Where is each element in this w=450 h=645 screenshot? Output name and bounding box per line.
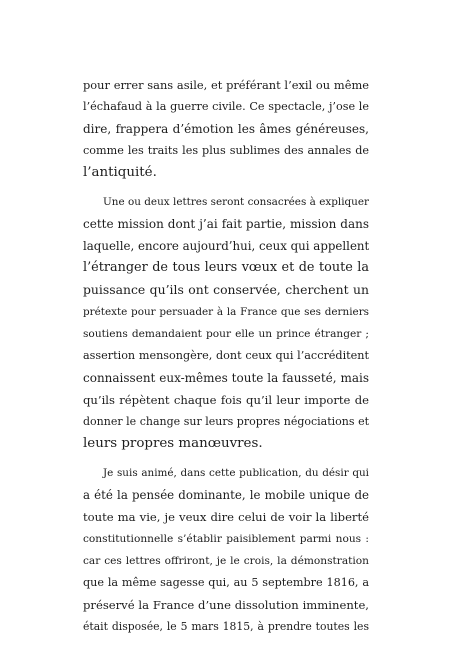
- paragraph-3: [83, 462, 369, 638]
- text-line: cette mission dont j’ai fait partie, mission dans: [83, 217, 369, 231]
- text-line: préservé la France d’une dissolution imminente,: [83, 598, 369, 612]
- text-line: laquelle, encore aujourd’hui, ceux qui appellent: [83, 239, 369, 253]
- paragraph-1: [83, 74, 369, 184]
- text-line: car ces lettres offriront, je le crois, la démonstration: [83, 555, 369, 567]
- text-line: connaissent eux-mêmes toute la fausseté, mais: [83, 371, 369, 385]
- text-line: donner le change sur leurs propres négociations et: [83, 415, 369, 428]
- text-line: était disposée, le 5 mars 1815, à prendre toutes les: [83, 620, 369, 633]
- text-line: toute ma vie, je veux dire celui de voir la liberté: [83, 510, 369, 524]
- paragraph-2: [83, 191, 369, 455]
- text-line: a été la pensée dominante, le mobile unique de: [83, 488, 369, 502]
- text-line: Je suis animé, dans cette publication, du désir qui: [103, 467, 369, 479]
- text-line: assertion mensongère, dont ceux qui l’accréditent: [83, 349, 369, 362]
- page-text: [83, 74, 369, 645]
- text-line: Une ou deux lettres seront consacrées à expliquer: [103, 196, 369, 208]
- text-line: puissance qu’ils ont conservée, cherchent un: [83, 282, 369, 297]
- text-line: l’antiquité.: [83, 165, 157, 180]
- text-line: soutiens demandaient pour elle un prince étranger ;: [83, 328, 369, 340]
- text-line: que la même sagesse qui, au 5 septembre 1816, a: [83, 576, 369, 589]
- text-line: prétexte pour persuader à la France que ses derniers: [83, 306, 369, 318]
- text-line: comme les traits les plus sublimes des annales de: [83, 144, 369, 157]
- text-line: qu’ils répètent chaque fois qu’il leur importe de: [83, 393, 369, 407]
- text-line: dire, frappera d’émotion les âmes généreuses,: [83, 122, 369, 136]
- text-line: leurs propres manœuvres.: [83, 436, 263, 451]
- text-line: l’étranger de tous leurs vœux et de toute la: [83, 260, 369, 275]
- text-line: l’échafaud à la guerre civile. Ce spectacle, j’ose le: [83, 100, 369, 113]
- text-line: constitutionnelle s’établir paisiblement parmi nous :: [83, 533, 369, 545]
- text-line: pour errer sans asile, et préférant l’exil ou même: [83, 78, 369, 92]
